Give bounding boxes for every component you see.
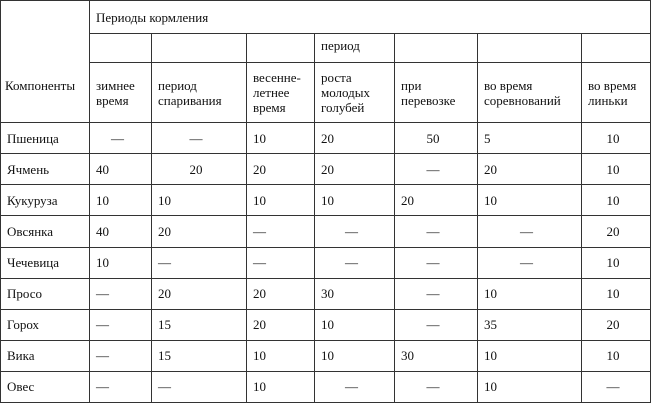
table-cell: — — [395, 309, 478, 340]
table-cell: 40 — [90, 154, 152, 185]
table-cell: — — [395, 216, 478, 247]
table-cell: — — [90, 123, 152, 154]
column-header-molting: во время линьки — [582, 63, 651, 123]
table-cell: — — [152, 247, 247, 278]
table-cell: — — [582, 371, 651, 402]
table-cell: 10 — [582, 185, 651, 216]
column-header-winter: зимнее время — [90, 63, 152, 123]
row-label: Кукуруза — [1, 185, 90, 216]
table-cell: — — [395, 154, 478, 185]
table-cell: 10 — [582, 247, 651, 278]
table-cell: 10 — [247, 123, 315, 154]
table-cell: 10 — [478, 185, 582, 216]
table-cell: 20 — [582, 216, 651, 247]
table-cell: 10 — [152, 185, 247, 216]
table-cell: 20 — [247, 309, 315, 340]
table-cell: 10 — [478, 371, 582, 402]
periods-title: Периоды кормления — [90, 1, 651, 34]
row-label: Горох — [1, 309, 90, 340]
table-cell: 10 — [90, 247, 152, 278]
table-cell: — — [315, 247, 395, 278]
row-label: Овсянка — [1, 216, 90, 247]
table-cell: 10 — [315, 185, 395, 216]
row-label: Пшеница — [1, 123, 90, 154]
table-cell: — — [395, 247, 478, 278]
column-header-transport: при перевозке — [395, 63, 478, 123]
row-label: Просо — [1, 278, 90, 309]
table-cell: 20 — [315, 123, 395, 154]
table-cell: 20 — [395, 185, 478, 216]
table-cell: 30 — [315, 278, 395, 309]
column-header-spring-summer: весенне-летнее время — [247, 63, 315, 123]
table-cell: 50 — [395, 123, 478, 154]
table-cell: — — [152, 371, 247, 402]
table-cell: — — [90, 340, 152, 371]
column-header-competition: во время соревнований — [478, 63, 582, 123]
header-mid-cell-7 — [582, 34, 651, 63]
table-cell: 10 — [247, 185, 315, 216]
table-cell: — — [478, 247, 582, 278]
table-row — [1, 278, 651, 309]
table-cell: 10 — [582, 123, 651, 154]
table-cell: — — [90, 371, 152, 402]
table-cell: 10 — [478, 340, 582, 371]
table-cell: 10 — [582, 154, 651, 185]
table-cell: 20 — [478, 154, 582, 185]
table-cell: — — [247, 247, 315, 278]
table-cell: — — [395, 371, 478, 402]
table-cell: 10 — [582, 278, 651, 309]
header-mid-cell-5 — [395, 34, 478, 63]
header-mid-cell-6 — [478, 34, 582, 63]
table-row — [1, 185, 651, 216]
table-cell: — — [395, 278, 478, 309]
table-row — [1, 247, 651, 278]
row-label: Вика — [1, 340, 90, 371]
table-cell: 30 — [395, 340, 478, 371]
header-row-top — [1, 1, 651, 34]
components-label: Компоненты — [5, 78, 76, 94]
table-cell: 15 — [152, 340, 247, 371]
table-row — [1, 123, 651, 154]
table-cell: — — [315, 371, 395, 402]
table-cell: 10 — [315, 340, 395, 371]
table-cell: 10 — [90, 185, 152, 216]
table-cell: — — [247, 216, 315, 247]
column-header-mating: период спаривания — [152, 63, 247, 123]
table-cell: 35 — [478, 309, 582, 340]
table-cell: 10 — [315, 309, 395, 340]
table-cell: 10 — [582, 340, 651, 371]
table-cell: — — [90, 278, 152, 309]
header-mid-cell-3 — [247, 34, 315, 63]
header-row-columns — [1, 63, 651, 123]
header-row-mid — [1, 34, 651, 63]
row-label: Овес — [1, 371, 90, 402]
table-cell: 20 — [152, 216, 247, 247]
table-cell: 10 — [478, 278, 582, 309]
table-row — [1, 216, 651, 247]
table-cell: — — [478, 216, 582, 247]
table-row — [1, 309, 651, 340]
table-cell: — — [152, 123, 247, 154]
row-label: Ячмень — [1, 154, 90, 185]
table-cell: 20 — [247, 154, 315, 185]
table-cell: 20 — [315, 154, 395, 185]
table-cell: — — [315, 216, 395, 247]
header-mid-cell-2 — [152, 34, 247, 63]
row-label: Чечевица — [1, 247, 90, 278]
table-row — [1, 371, 651, 402]
table-cell: 5 — [478, 123, 582, 154]
table-row — [1, 340, 651, 371]
table-cell: 20 — [152, 278, 247, 309]
column-header-young-growth: роста молодых голубей — [315, 63, 395, 123]
table-cell: — — [90, 309, 152, 340]
header-mid-cell-1 — [90, 34, 152, 63]
table-cell: 10 — [247, 371, 315, 402]
table-cell: 20 — [152, 154, 247, 185]
table-cell: 20 — [582, 309, 651, 340]
table-cell: 20 — [247, 278, 315, 309]
table-cell: 40 — [90, 216, 152, 247]
corner-cell — [1, 1, 90, 123]
period-word: период — [315, 34, 395, 63]
table-cell: 10 — [247, 340, 315, 371]
table-row — [1, 154, 651, 185]
table-cell: 15 — [152, 309, 247, 340]
